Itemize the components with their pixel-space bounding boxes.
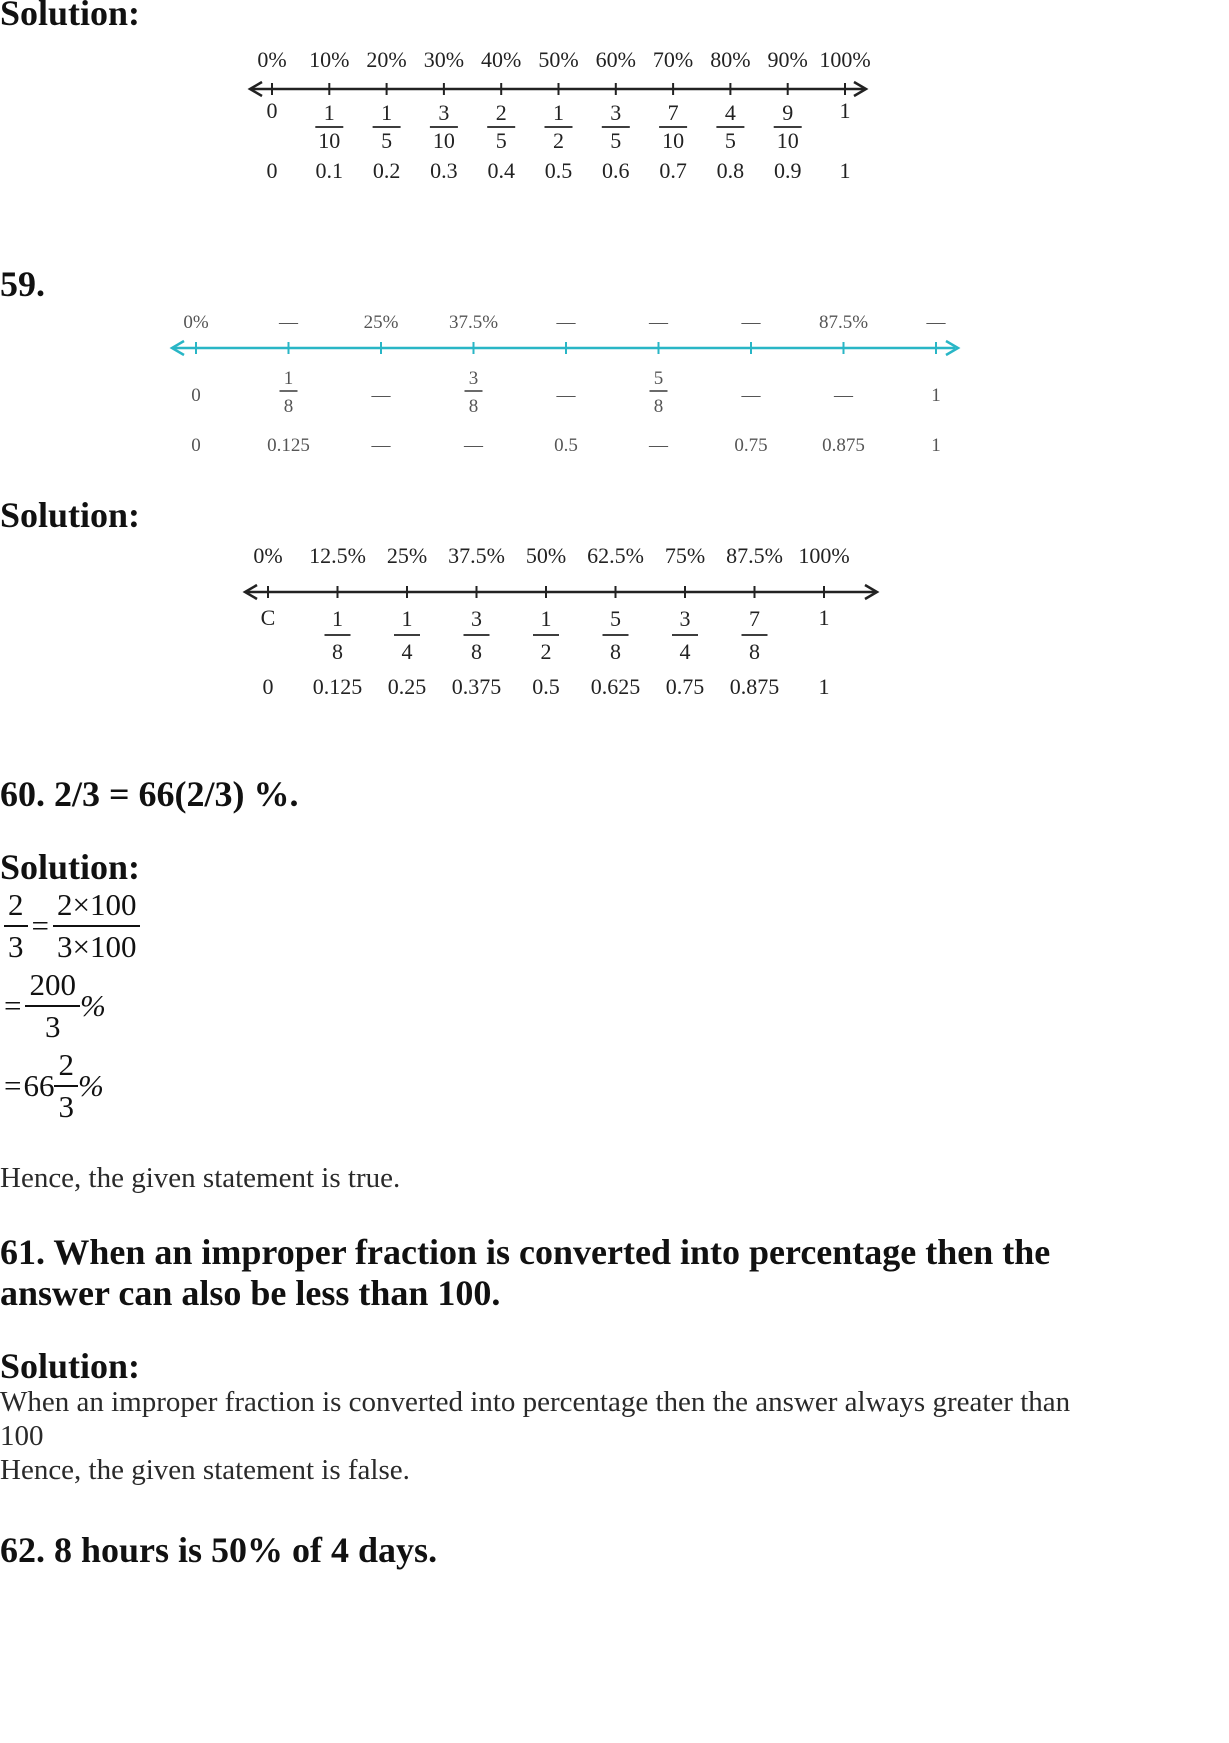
fraction-numerator: 1 — [323, 100, 335, 125]
fraction-numerator: 1 — [332, 606, 343, 631]
fraction-denominator: 8 — [468, 396, 479, 417]
percent-label: 10% — [309, 47, 350, 72]
fraction-label: 1 — [818, 605, 830, 630]
solution-heading: Solution: — [0, 0, 141, 33]
fraction-denominator: 4 — [679, 639, 691, 664]
decimal-label: 0.875 — [729, 674, 780, 699]
decimal-label: 0.9 — [773, 158, 802, 183]
decimal-label: 0.625 — [590, 674, 641, 699]
fraction-numerator: 3 — [471, 606, 482, 631]
fraction-label: C — [260, 605, 276, 630]
q61-body-line2: 100 — [0, 1420, 44, 1452]
percent-label: 12.5% — [309, 543, 366, 568]
equals-sign: = — [31, 908, 49, 943]
decimal-label: 0.3 — [430, 158, 458, 183]
percent-label: 87.5% — [818, 312, 869, 333]
number-line-eighths — [235, 535, 915, 715]
fraction-denominator: 2 — [540, 639, 552, 664]
solution-heading-60: Solution: — [0, 847, 141, 887]
fraction-denominator: 5 — [381, 128, 393, 153]
fraction-numerator: 1 — [540, 606, 552, 631]
percent-label: 70% — [652, 47, 694, 72]
percent-label: — — [649, 312, 668, 333]
percent-label: 80% — [710, 47, 751, 72]
fraction-numerator: 1 — [283, 368, 294, 389]
equation-step-1 — [4, 885, 140, 967]
fraction-label: 1 — [839, 98, 851, 123]
percent-label: 25% — [386, 543, 428, 568]
decimal-label: 0.5 — [554, 435, 578, 456]
decimal-label: 0.4 — [487, 158, 515, 183]
decimal-label: 0.5 — [532, 674, 560, 699]
percent-label: 50% — [525, 543, 567, 568]
decimal-label: 0.5 — [544, 158, 573, 183]
decimal-label: 1 — [931, 435, 941, 456]
question-62-heading: 62. 8 hours is 50% of 4 days. — [0, 1530, 438, 1570]
decimal-label: — — [649, 435, 668, 456]
fraction-label: 0 — [266, 98, 278, 123]
fraction-numerator: 9 — [782, 100, 794, 125]
fraction-numerator: 7 — [749, 606, 760, 631]
question-61-heading-line1: 61. When an improper fraction is converted into percentage then the — [0, 1232, 1051, 1272]
fraction-denominator: 5 — [610, 128, 622, 153]
decimal-label: 0.75 — [734, 435, 768, 456]
decimal-label: 0.2 — [372, 158, 401, 183]
fraction-denominator: 8 — [610, 639, 621, 664]
percent-label: — — [556, 312, 576, 333]
percent-label: 75% — [664, 543, 706, 568]
fraction-denominator: 10 — [776, 128, 799, 153]
decimal-label: 0 — [191, 435, 201, 456]
fraction-denominator: 5 — [495, 128, 507, 153]
percent-label: 87.5% — [726, 543, 783, 568]
fraction-numerator: 3 — [468, 368, 479, 389]
fraction-denominator: 8 — [471, 639, 482, 664]
question-61-heading-line2: answer can also be less than 100. — [0, 1273, 501, 1313]
decimal-label: 0.125 — [267, 435, 310, 456]
percent-label: 0% — [253, 543, 283, 568]
equals-sign: = — [4, 1068, 22, 1103]
percent-label: 37.5% — [448, 312, 499, 333]
fraction-denominator: 4 — [401, 639, 413, 664]
fraction-label: — — [371, 385, 391, 406]
decimal-label: 0 — [266, 158, 278, 183]
question-60-heading: 60. 2/3 = 66(2/3) %. — [0, 774, 299, 814]
decimal-label: 0 — [262, 674, 274, 699]
percent-label: 30% — [423, 47, 465, 72]
number-line-tenths — [240, 40, 920, 210]
percent-label: — — [926, 312, 946, 333]
equation-step-3 — [4, 1045, 104, 1127]
fraction-label: — — [834, 385, 853, 406]
fraction-numerator: 3 — [610, 100, 622, 125]
percent-sign: % — [79, 988, 106, 1023]
decimal-label: 1 — [818, 674, 830, 699]
fraction-denominator: 8 — [653, 396, 664, 417]
fraction: 2 3 — [54, 1045, 78, 1127]
percent-label: 100% — [819, 47, 871, 72]
solution-heading-59: Solution: — [0, 495, 141, 535]
fraction-numerator: 4 — [724, 100, 736, 125]
whole-number: 66 — [23, 1068, 55, 1103]
fraction-denominator: 10 — [318, 128, 341, 153]
percent-label: 62.5% — [587, 543, 644, 568]
fraction-numerator: 5 — [653, 368, 664, 389]
fraction-label: 1 — [931, 385, 941, 406]
fraction-label: — — [741, 385, 761, 406]
fraction-numerator: 1 — [401, 606, 413, 631]
fraction-label: 0 — [191, 385, 201, 406]
percent-label: 60% — [595, 47, 636, 72]
percent-label: 50% — [538, 47, 579, 72]
fraction: $\frac{2\times 100}{3\times 100}$ — [53, 885, 140, 967]
fraction: $\frac{200}{3}$ — [25, 965, 80, 1047]
solution-heading-61: Solution: — [0, 1346, 141, 1386]
fraction-denominator: 8 — [283, 396, 294, 417]
percent-sign: % — [77, 1068, 104, 1103]
percent-label: 90% — [767, 47, 808, 72]
percent-label: 0% — [257, 47, 287, 72]
decimal-label: 0.25 — [387, 674, 427, 699]
decimal-label: — — [371, 435, 391, 456]
decimal-label: 1 — [839, 158, 851, 183]
fraction-denominator: 2 — [553, 128, 564, 153]
fraction-numerator: 1 — [381, 100, 393, 125]
fraction-numerator: 3 — [679, 606, 691, 631]
fraction-label: — — [556, 385, 576, 406]
fraction: $\frac{2}{3}$ — [4, 885, 28, 967]
fraction-numerator: 2 — [495, 100, 507, 125]
fraction-numerator: 3 — [438, 100, 450, 125]
percent-label: 25% — [363, 312, 399, 333]
percent-label: 100% — [798, 543, 850, 568]
q61-body-line1: When an improper fraction is converted into percentage then the answer always greater than — [0, 1386, 1071, 1418]
question-59-number: 59. — [0, 264, 45, 304]
decimal-label: 0.6 — [602, 158, 630, 183]
decimal-label: 0.875 — [822, 435, 865, 456]
percent-label: 20% — [366, 47, 407, 72]
decimal-label: 0.1 — [315, 158, 344, 183]
decimal-label: 0.8 — [716, 158, 745, 183]
q60-conclusion: Hence, the given statement is true. — [0, 1162, 401, 1194]
percent-label: 0% — [183, 312, 209, 333]
decimal-label: 0.7 — [659, 158, 687, 183]
decimal-label: 0.75 — [665, 674, 705, 699]
equation-step-2 — [4, 965, 106, 1047]
fraction-numerator: 5 — [610, 606, 621, 631]
fraction-denominator: 8 — [749, 639, 760, 664]
fraction-denominator: 5 — [724, 128, 736, 153]
percent-label: — — [741, 312, 761, 333]
fraction-denominator: 10 — [432, 128, 455, 153]
fraction-numerator: 7 — [667, 100, 679, 125]
equals-sign: = — [4, 988, 22, 1023]
decimal-label: 0.125 — [312, 674, 363, 699]
percent-label: 37.5% — [448, 543, 505, 568]
fraction-denominator: 8 — [332, 639, 343, 664]
decimal-label: 0.375 — [451, 674, 502, 699]
fraction-numerator: 1 — [553, 100, 564, 125]
percent-label: 40% — [481, 47, 522, 72]
q61-conclusion: Hence, the given statement is false. — [0, 1454, 410, 1486]
fraction-denominator: 10 — [662, 128, 685, 153]
decimal-label: — — [464, 435, 483, 456]
percent-label: — — [279, 312, 298, 333]
number-line-q59 — [160, 300, 980, 470]
